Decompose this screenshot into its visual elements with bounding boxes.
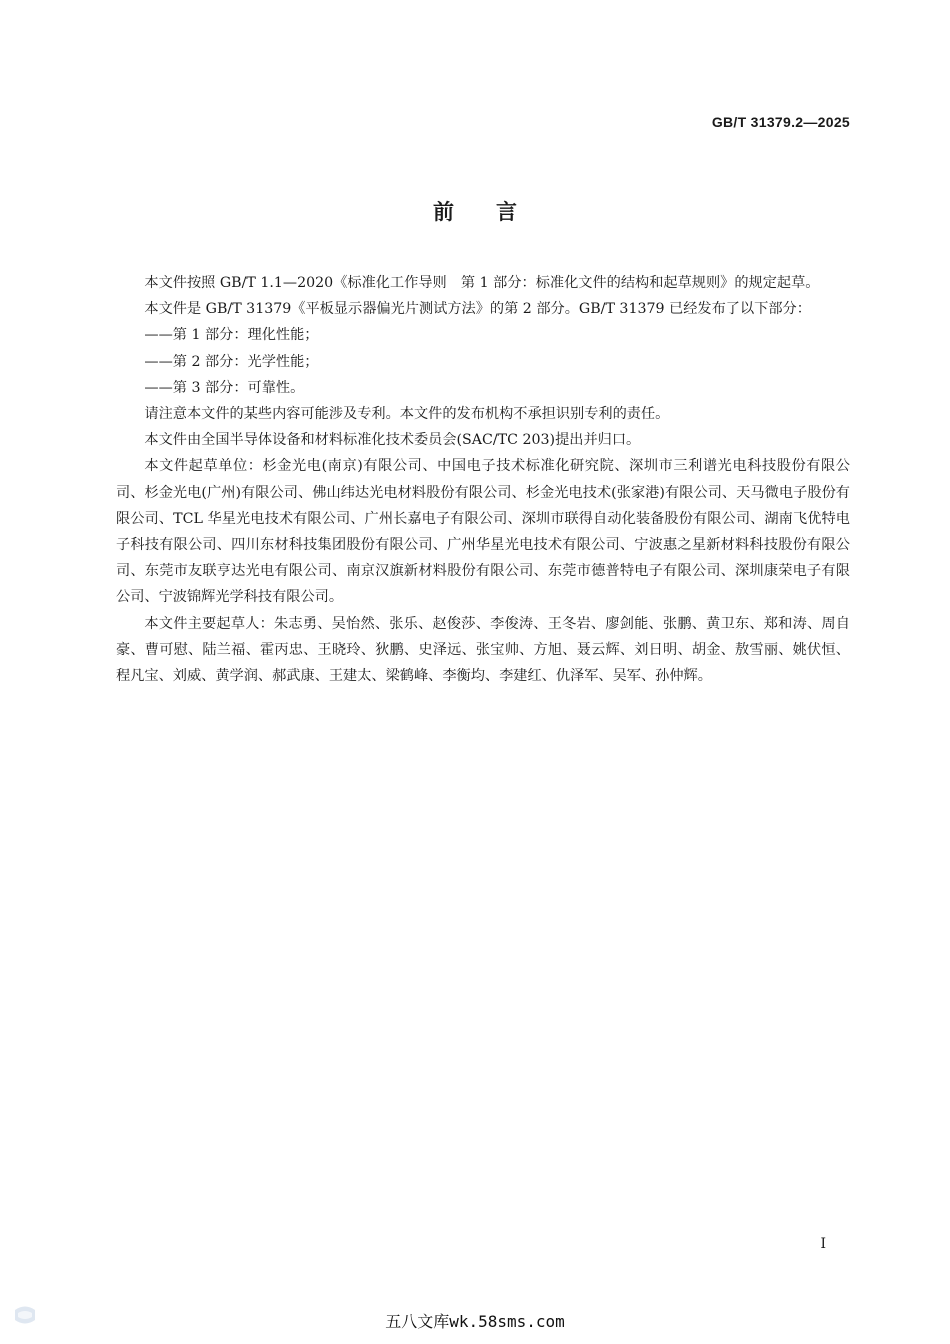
standard-code: GB/T 31379.2—2025 [711, 114, 850, 130]
paragraph-drafters: 本文件主要起草人：朱志勇、吴怡然、张乐、赵俊莎、李俊涛、王冬岩、廖剑能、张鹏、黄卫东、郑和涛、周自豪、曹可慰、陆兰福、霍丙忠、王晓玲、狄鹏、史泽远、张宝帅、方旭、聂云辉、刘日明、胡金、敖雪丽、姚伏恒、程凡宝、刘威、黄学润、郝武康、王建太、梁鹤峰、李衡均、李建红、仇泽军、吴军、孙仲辉。 [116, 615, 850, 685]
paragraph-drafting-units: 本文件起草单位：杉金光电(南京)有限公司、中国电子技术标准化研究院、深圳市三利谱光电科技股份有限公司、杉金光电(广州)有限公司、佛山纬达光电材料股份有限公司、杉金光电技术(张家港)有限公司、天马微电子股份有限公司、TCL 华星光电技术有限公司、广州长嘉电子有限公司、深圳市联得自动化装备股份有限公司、湖南飞优特电子科技有限公司、四川东材科技集团股份有限公司、广州华星光电技术有限公司、宁波惠之星新材料科技股份有限公司、东莞市友联亨达光电有限公司、南京汉旗新材料股份有限公司、东莞市德普特电子有限公司、深圳康荣电子有限公司、宁波锦辉光学科技有限公司。 [116, 458, 850, 606]
list-item-part-1: ——第 1 部分：理化性能； [144, 327, 319, 344]
foreword-body [116, 270, 850, 689]
paragraph-drafting-rules: 本文件按照 GB/T 1.1—2020《标准化工作导则 第 1 部分：标准化文件的结构和起草规则》的规定起草。 [144, 275, 820, 291]
list-item-part-2: ——第 2 部分：光学性能； [144, 353, 319, 370]
paragraph-committee: 本文件由全国半导体设备和材料标准化技术委员会(SAC/TC 203)提出并归口。 [144, 432, 641, 449]
page-number: I [820, 1236, 826, 1252]
list-item-part-3: ——第 3 部分：可靠性。 [144, 379, 305, 396]
page-title: 前言 [433, 200, 559, 224]
watermark: 五八文库wk.58sms.com [385, 1312, 565, 1331]
paragraph-parts-intro: 本文件是 GB/T 31379《平板显示器偏光片测试方法》的第 2 部分。GB/T 31379 已经发布了以下部分： [144, 301, 811, 318]
paragraph-patent-notice: 请注意本文件的某些内容可能涉及专利。本文件的发布机构不承担识别专利的责任。 [144, 406, 670, 423]
